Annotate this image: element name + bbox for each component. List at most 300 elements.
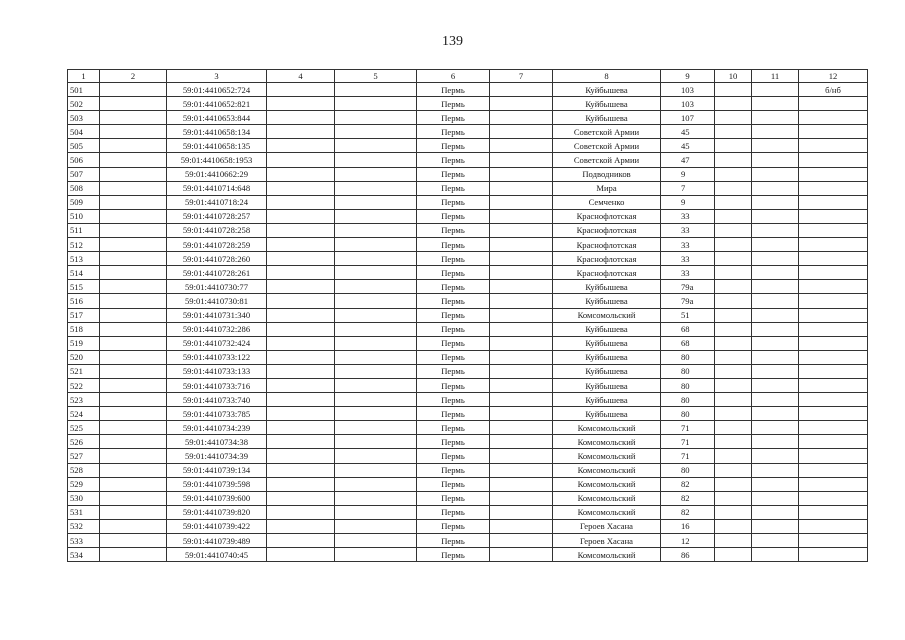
cell-street: Героев Хасана bbox=[553, 534, 661, 548]
cell-note bbox=[799, 449, 868, 463]
cell-col-11 bbox=[752, 209, 799, 223]
cell-col-2 bbox=[100, 505, 167, 519]
cell-col-5 bbox=[335, 336, 417, 350]
cell-city: Пермь bbox=[417, 491, 490, 505]
cell-cadastral-number: 59:01:4410658:135 bbox=[167, 139, 267, 153]
cell-number: 506 bbox=[68, 153, 100, 167]
cell-col-2 bbox=[100, 350, 167, 364]
cell-street: Комсомольский bbox=[553, 308, 661, 322]
cell-col-11 bbox=[752, 364, 799, 378]
cell-col-7 bbox=[490, 97, 553, 111]
cell-house-number: 68 bbox=[661, 336, 715, 350]
cell-cadastral-number: 59:01:4410739:820 bbox=[167, 505, 267, 519]
cell-col-7 bbox=[490, 463, 553, 477]
cell-number: 527 bbox=[68, 449, 100, 463]
column-header-10: 10 bbox=[715, 70, 752, 83]
cell-col-7 bbox=[490, 280, 553, 294]
cell-number: 514 bbox=[68, 266, 100, 280]
cell-col-7 bbox=[490, 153, 553, 167]
cell-street: Куйбышева bbox=[553, 280, 661, 294]
cell-col-7 bbox=[490, 195, 553, 209]
cell-city: Пермь bbox=[417, 322, 490, 336]
cell-street: Героев Хасана bbox=[553, 519, 661, 533]
cell-note bbox=[799, 322, 868, 336]
cell-number: 502 bbox=[68, 97, 100, 111]
cell-col-10 bbox=[715, 393, 752, 407]
cell-street: Советской Армии bbox=[553, 125, 661, 139]
cell-street: Куйбышева bbox=[553, 350, 661, 364]
column-header-2: 2 bbox=[100, 70, 167, 83]
cell-cadastral-number: 59:01:4410731:340 bbox=[167, 308, 267, 322]
cell-col-2 bbox=[100, 223, 167, 237]
cell-note bbox=[799, 153, 868, 167]
cell-number: 508 bbox=[68, 181, 100, 195]
cell-col-11 bbox=[752, 548, 799, 562]
cell-col-11 bbox=[752, 407, 799, 421]
cell-note: б/нб bbox=[799, 83, 868, 97]
cell-house-number: 71 bbox=[661, 435, 715, 449]
cell-street: Комсомольский bbox=[553, 435, 661, 449]
column-header-8: 8 bbox=[553, 70, 661, 83]
cell-col-2 bbox=[100, 83, 167, 97]
cell-col-2 bbox=[100, 477, 167, 491]
cell-col-4 bbox=[267, 548, 335, 562]
cell-house-number: 103 bbox=[661, 97, 715, 111]
cell-cadastral-number: 59:01:4410733:122 bbox=[167, 350, 267, 364]
cell-house-number: 71 bbox=[661, 449, 715, 463]
cell-col-4 bbox=[267, 322, 335, 336]
cell-house-number: 71 bbox=[661, 421, 715, 435]
cell-col-2 bbox=[100, 139, 167, 153]
cell-number: 510 bbox=[68, 209, 100, 223]
cell-col-7 bbox=[490, 139, 553, 153]
cell-city: Пермь bbox=[417, 435, 490, 449]
column-header-6: 6 bbox=[417, 70, 490, 83]
cell-number: 529 bbox=[68, 477, 100, 491]
cell-number: 528 bbox=[68, 463, 100, 477]
cell-col-7 bbox=[490, 449, 553, 463]
cell-col-11 bbox=[752, 393, 799, 407]
cell-col-10 bbox=[715, 421, 752, 435]
cell-col-4 bbox=[267, 449, 335, 463]
cell-city: Пермь bbox=[417, 97, 490, 111]
cell-house-number: 80 bbox=[661, 393, 715, 407]
cell-city: Пермь bbox=[417, 153, 490, 167]
cell-city: Пермь bbox=[417, 449, 490, 463]
table-row bbox=[68, 534, 868, 548]
cell-street: Комсомольский bbox=[553, 463, 661, 477]
cell-cadastral-number: 59:01:4410733:133 bbox=[167, 364, 267, 378]
cell-col-10 bbox=[715, 125, 752, 139]
cell-col-2 bbox=[100, 167, 167, 181]
cell-col-5 bbox=[335, 125, 417, 139]
cell-house-number: 33 bbox=[661, 238, 715, 252]
cell-number: 509 bbox=[68, 195, 100, 209]
table-row bbox=[68, 322, 868, 336]
table-row bbox=[68, 97, 868, 111]
cell-col-2 bbox=[100, 421, 167, 435]
cell-col-10 bbox=[715, 336, 752, 350]
table-row bbox=[68, 491, 868, 505]
column-header-12: 12 bbox=[799, 70, 868, 83]
cell-col-4 bbox=[267, 139, 335, 153]
cell-number: 515 bbox=[68, 280, 100, 294]
table-row bbox=[68, 111, 868, 125]
table-header-row bbox=[68, 70, 868, 83]
cell-col-7 bbox=[490, 111, 553, 125]
cell-col-5 bbox=[335, 505, 417, 519]
cell-col-10 bbox=[715, 350, 752, 364]
cell-note bbox=[799, 463, 868, 477]
cell-cadastral-number: 59:01:4410730:77 bbox=[167, 280, 267, 294]
cell-col-4 bbox=[267, 223, 335, 237]
cell-col-2 bbox=[100, 209, 167, 223]
cell-col-5 bbox=[335, 435, 417, 449]
cell-col-2 bbox=[100, 181, 167, 195]
cell-note bbox=[799, 364, 868, 378]
cell-number: 520 bbox=[68, 350, 100, 364]
cell-city: Пермь bbox=[417, 125, 490, 139]
cell-col-7 bbox=[490, 125, 553, 139]
cell-cadastral-number: 59:01:4410658:1953 bbox=[167, 153, 267, 167]
cell-number: 532 bbox=[68, 519, 100, 533]
cell-street: Куйбышева bbox=[553, 364, 661, 378]
cell-house-number: 9 bbox=[661, 167, 715, 181]
cell-number: 530 bbox=[68, 491, 100, 505]
cell-col-2 bbox=[100, 266, 167, 280]
cell-col-5 bbox=[335, 238, 417, 252]
cell-street: Комсомольский bbox=[553, 505, 661, 519]
cell-col-4 bbox=[267, 491, 335, 505]
cell-house-number: 80 bbox=[661, 378, 715, 392]
cell-col-7 bbox=[490, 308, 553, 322]
cell-house-number: 80 bbox=[661, 463, 715, 477]
cell-col-11 bbox=[752, 435, 799, 449]
cell-street: Куйбышева bbox=[553, 83, 661, 97]
cell-col-10 bbox=[715, 407, 752, 421]
column-header-11: 11 bbox=[752, 70, 799, 83]
cell-cadastral-number: 59:01:4410739:489 bbox=[167, 534, 267, 548]
cell-street: Куйбышева bbox=[553, 322, 661, 336]
cell-col-10 bbox=[715, 266, 752, 280]
cell-col-11 bbox=[752, 308, 799, 322]
cell-note bbox=[799, 266, 868, 280]
cell-col-10 bbox=[715, 223, 752, 237]
table-row bbox=[68, 350, 868, 364]
cell-col-5 bbox=[335, 294, 417, 308]
cell-city: Пермь bbox=[417, 294, 490, 308]
table-row bbox=[68, 407, 868, 421]
cell-col-5 bbox=[335, 463, 417, 477]
cell-col-5 bbox=[335, 252, 417, 266]
cell-col-10 bbox=[715, 294, 752, 308]
cell-col-7 bbox=[490, 393, 553, 407]
table-row bbox=[68, 125, 868, 139]
table-row bbox=[68, 378, 868, 392]
cell-col-5 bbox=[335, 266, 417, 280]
cell-col-10 bbox=[715, 491, 752, 505]
table-row bbox=[68, 209, 868, 223]
cell-cadastral-number: 59:01:4410652:724 bbox=[167, 83, 267, 97]
page-number: 139 bbox=[442, 34, 463, 49]
cell-col-4 bbox=[267, 111, 335, 125]
cell-col-7 bbox=[490, 435, 553, 449]
cell-number: 518 bbox=[68, 322, 100, 336]
cell-cadastral-number: 59:01:4410718:24 bbox=[167, 195, 267, 209]
cell-col-5 bbox=[335, 308, 417, 322]
cell-cadastral-number: 59:01:4410732:286 bbox=[167, 322, 267, 336]
cell-col-4 bbox=[267, 181, 335, 195]
cell-col-5 bbox=[335, 195, 417, 209]
cell-house-number: 9 bbox=[661, 195, 715, 209]
cell-col-11 bbox=[752, 491, 799, 505]
cell-col-10 bbox=[715, 83, 752, 97]
cell-col-10 bbox=[715, 477, 752, 491]
cell-col-11 bbox=[752, 266, 799, 280]
cell-street: Мира bbox=[553, 181, 661, 195]
cell-house-number: 51 bbox=[661, 308, 715, 322]
cell-house-number: 7 bbox=[661, 181, 715, 195]
cell-col-5 bbox=[335, 393, 417, 407]
cell-city: Пермь bbox=[417, 477, 490, 491]
cell-col-11 bbox=[752, 181, 799, 195]
cell-col-4 bbox=[267, 350, 335, 364]
cell-col-2 bbox=[100, 238, 167, 252]
cell-city: Пермь bbox=[417, 252, 490, 266]
cell-city: Пермь bbox=[417, 308, 490, 322]
table-row bbox=[68, 195, 868, 209]
cell-col-5 bbox=[335, 519, 417, 533]
cell-col-10 bbox=[715, 280, 752, 294]
cell-col-11 bbox=[752, 111, 799, 125]
cell-col-4 bbox=[267, 393, 335, 407]
cell-city: Пермь bbox=[417, 534, 490, 548]
cell-city: Пермь bbox=[417, 393, 490, 407]
table-row bbox=[68, 139, 868, 153]
cell-col-7 bbox=[490, 181, 553, 195]
cell-col-5 bbox=[335, 167, 417, 181]
table-row bbox=[68, 421, 868, 435]
cell-col-4 bbox=[267, 407, 335, 421]
cell-col-2 bbox=[100, 534, 167, 548]
cell-col-4 bbox=[267, 463, 335, 477]
cell-col-7 bbox=[490, 505, 553, 519]
cell-street: Комсомольский bbox=[553, 421, 661, 435]
cell-street: Комсомольский bbox=[553, 477, 661, 491]
registry-table bbox=[67, 69, 868, 562]
table-row bbox=[68, 294, 868, 308]
cell-col-7 bbox=[490, 83, 553, 97]
cell-street: Краснофлотская bbox=[553, 223, 661, 237]
cell-house-number: 80 bbox=[661, 364, 715, 378]
cell-col-11 bbox=[752, 223, 799, 237]
cell-col-5 bbox=[335, 477, 417, 491]
table-row bbox=[68, 266, 868, 280]
cell-col-11 bbox=[752, 125, 799, 139]
cell-house-number: 33 bbox=[661, 209, 715, 223]
cell-col-7 bbox=[490, 407, 553, 421]
cell-note bbox=[799, 350, 868, 364]
cell-note bbox=[799, 519, 868, 533]
cell-col-2 bbox=[100, 435, 167, 449]
cell-number: 511 bbox=[68, 223, 100, 237]
cell-cadastral-number: 59:01:4410653:844 bbox=[167, 111, 267, 125]
cell-col-5 bbox=[335, 350, 417, 364]
cell-note bbox=[799, 308, 868, 322]
cell-note bbox=[799, 505, 868, 519]
cell-col-11 bbox=[752, 421, 799, 435]
cell-cadastral-number: 59:01:4410662:29 bbox=[167, 167, 267, 181]
cell-house-number: 80 bbox=[661, 350, 715, 364]
cell-col-2 bbox=[100, 322, 167, 336]
cell-cadastral-number: 59:01:4410734:38 bbox=[167, 435, 267, 449]
cell-col-5 bbox=[335, 139, 417, 153]
cell-house-number: 82 bbox=[661, 477, 715, 491]
cell-note bbox=[799, 97, 868, 111]
cell-col-11 bbox=[752, 294, 799, 308]
cell-number: 531 bbox=[68, 505, 100, 519]
cell-cadastral-number: 59:01:4410728:257 bbox=[167, 209, 267, 223]
cell-street: Краснофлотская bbox=[553, 266, 661, 280]
cell-col-7 bbox=[490, 294, 553, 308]
cell-col-5 bbox=[335, 534, 417, 548]
cell-note bbox=[799, 111, 868, 125]
cell-col-7 bbox=[490, 238, 553, 252]
cell-col-10 bbox=[715, 519, 752, 533]
cell-col-7 bbox=[490, 519, 553, 533]
cell-street: Комсомольский bbox=[553, 449, 661, 463]
cell-house-number: 12 bbox=[661, 534, 715, 548]
cell-city: Пермь bbox=[417, 209, 490, 223]
cell-note bbox=[799, 435, 868, 449]
cell-house-number: 33 bbox=[661, 223, 715, 237]
cell-col-11 bbox=[752, 167, 799, 181]
cell-note bbox=[799, 125, 868, 139]
cell-col-7 bbox=[490, 252, 553, 266]
cell-street: Куйбышева bbox=[553, 378, 661, 392]
cell-col-4 bbox=[267, 477, 335, 491]
cell-city: Пермь bbox=[417, 266, 490, 280]
table-row bbox=[68, 181, 868, 195]
cell-street: Куйбышева bbox=[553, 97, 661, 111]
cell-col-10 bbox=[715, 252, 752, 266]
cell-col-10 bbox=[715, 308, 752, 322]
cell-col-5 bbox=[335, 407, 417, 421]
cell-city: Пермь bbox=[417, 238, 490, 252]
cell-street: Семченко bbox=[553, 195, 661, 209]
cell-city: Пермь bbox=[417, 407, 490, 421]
cell-col-11 bbox=[752, 97, 799, 111]
cell-cadastral-number: 59:01:4410739:600 bbox=[167, 491, 267, 505]
cell-street: Советской Армии bbox=[553, 139, 661, 153]
cell-col-11 bbox=[752, 519, 799, 533]
cell-col-11 bbox=[752, 238, 799, 252]
table-row bbox=[68, 364, 868, 378]
cell-col-4 bbox=[267, 238, 335, 252]
cell-city: Пермь bbox=[417, 378, 490, 392]
cell-city: Пермь bbox=[417, 195, 490, 209]
cell-col-10 bbox=[715, 238, 752, 252]
table-row bbox=[68, 519, 868, 533]
cell-col-11 bbox=[752, 336, 799, 350]
cell-col-4 bbox=[267, 252, 335, 266]
cell-number: 519 bbox=[68, 336, 100, 350]
cell-number: 526 bbox=[68, 435, 100, 449]
cell-col-4 bbox=[267, 505, 335, 519]
cell-col-7 bbox=[490, 350, 553, 364]
cell-col-5 bbox=[335, 449, 417, 463]
cell-col-4 bbox=[267, 519, 335, 533]
cell-city: Пермь bbox=[417, 167, 490, 181]
cell-col-10 bbox=[715, 534, 752, 548]
cell-col-11 bbox=[752, 463, 799, 477]
cell-cadastral-number: 59:01:4410714:648 bbox=[167, 181, 267, 195]
cell-note bbox=[799, 252, 868, 266]
table-row bbox=[68, 435, 868, 449]
table-row bbox=[68, 308, 868, 322]
cell-number: 522 bbox=[68, 378, 100, 392]
cell-col-10 bbox=[715, 209, 752, 223]
column-header-3: 3 bbox=[167, 70, 267, 83]
cell-col-11 bbox=[752, 252, 799, 266]
cell-street: Куйбышева bbox=[553, 393, 661, 407]
cell-col-11 bbox=[752, 153, 799, 167]
cell-cadastral-number: 59:01:4410728:261 bbox=[167, 266, 267, 280]
cell-cadastral-number: 59:01:4410733:785 bbox=[167, 407, 267, 421]
cell-col-10 bbox=[715, 322, 752, 336]
cell-col-2 bbox=[100, 252, 167, 266]
cell-col-4 bbox=[267, 421, 335, 435]
cell-number: 504 bbox=[68, 125, 100, 139]
table-row bbox=[68, 280, 868, 294]
cell-note bbox=[799, 534, 868, 548]
cell-col-10 bbox=[715, 167, 752, 181]
cell-house-number: 103 bbox=[661, 83, 715, 97]
cell-col-11 bbox=[752, 139, 799, 153]
cell-number: 523 bbox=[68, 393, 100, 407]
cell-col-10 bbox=[715, 153, 752, 167]
cell-number: 533 bbox=[68, 534, 100, 548]
cell-col-10 bbox=[715, 364, 752, 378]
cell-col-4 bbox=[267, 280, 335, 294]
cell-number: 516 bbox=[68, 294, 100, 308]
cell-col-11 bbox=[752, 195, 799, 209]
cell-col-2 bbox=[100, 125, 167, 139]
cell-city: Пермь bbox=[417, 350, 490, 364]
cell-house-number: 47 bbox=[661, 153, 715, 167]
cell-note bbox=[799, 181, 868, 195]
cell-col-5 bbox=[335, 223, 417, 237]
cell-col-7 bbox=[490, 548, 553, 562]
column-header-5: 5 bbox=[335, 70, 417, 83]
cell-number: 505 bbox=[68, 139, 100, 153]
cell-cadastral-number: 59:01:4410740:45 bbox=[167, 548, 267, 562]
cell-house-number: 79а bbox=[661, 294, 715, 308]
cell-col-11 bbox=[752, 83, 799, 97]
cell-note bbox=[799, 167, 868, 181]
table-row bbox=[68, 223, 868, 237]
table-row bbox=[68, 449, 868, 463]
cell-col-2 bbox=[100, 407, 167, 421]
cell-col-4 bbox=[267, 534, 335, 548]
cell-col-7 bbox=[490, 336, 553, 350]
cell-cadastral-number: 59:01:4410734:39 bbox=[167, 449, 267, 463]
cell-cadastral-number: 59:01:4410730:81 bbox=[167, 294, 267, 308]
column-header-1: 1 bbox=[68, 70, 100, 83]
cell-house-number: 80 bbox=[661, 407, 715, 421]
table-row bbox=[68, 153, 868, 167]
cell-number: 524 bbox=[68, 407, 100, 421]
